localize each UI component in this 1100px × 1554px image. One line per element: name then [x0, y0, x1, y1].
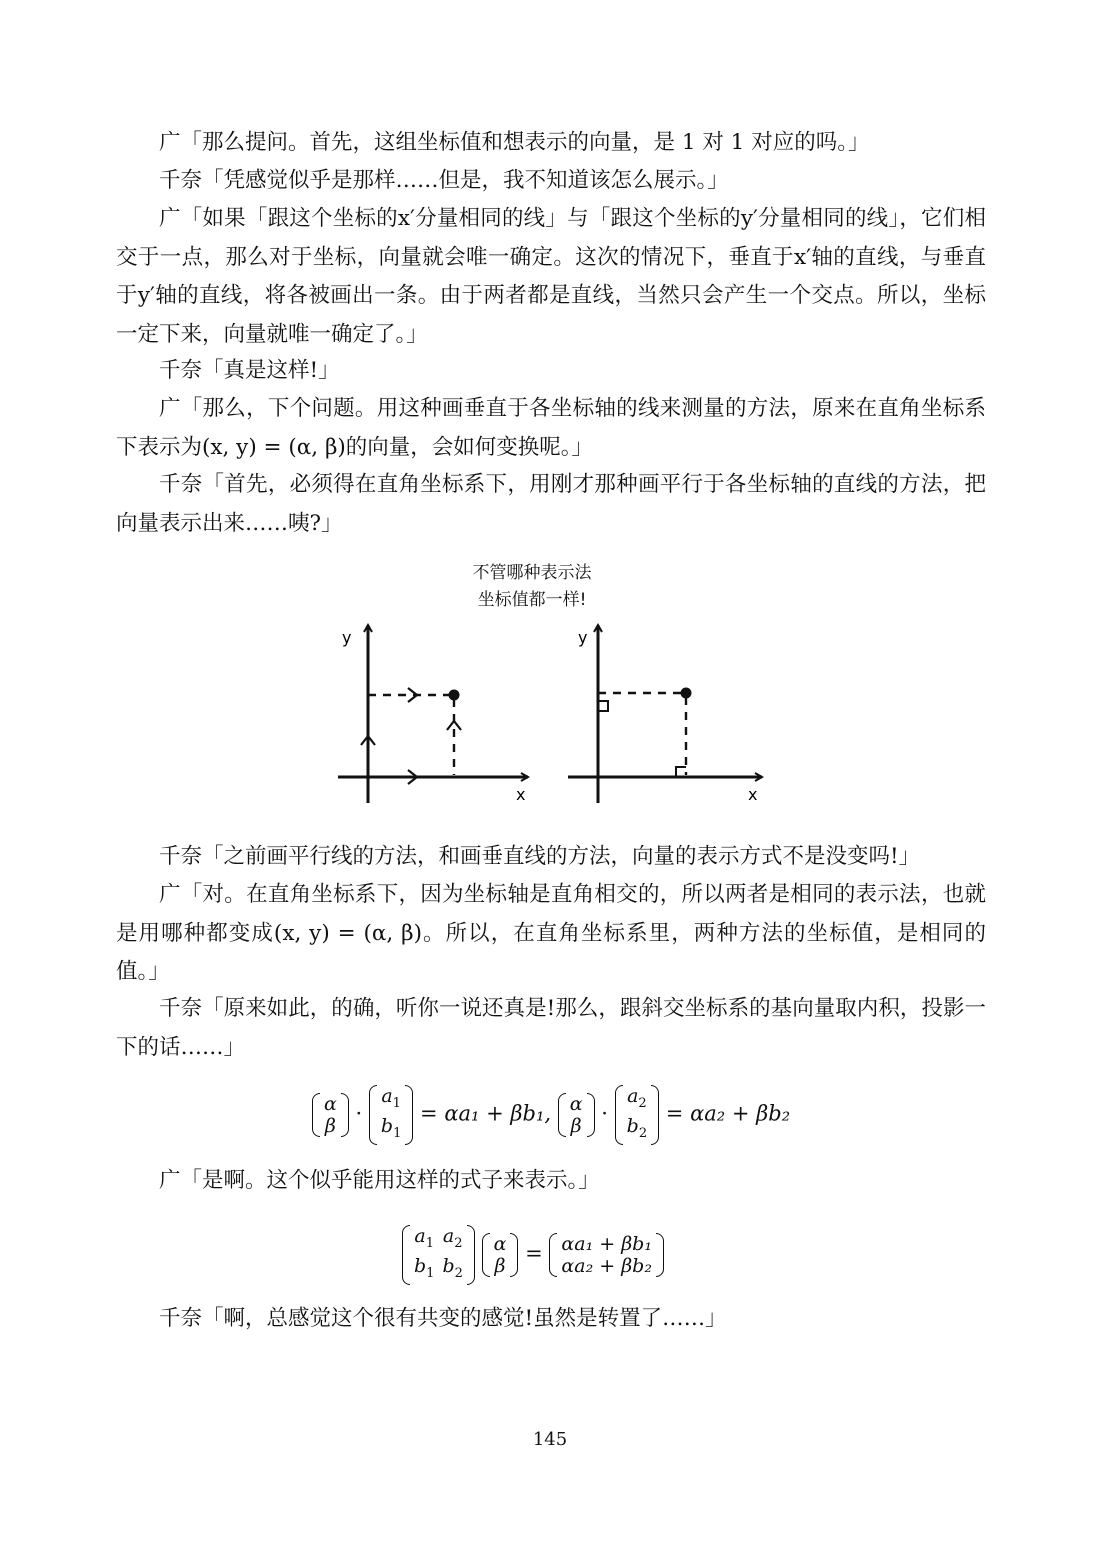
paragraph-2: 千奈「凭感觉似乎是那样……但是，我不知道该怎么展示。」 — [159, 168, 729, 193]
vector-alpha-beta-3: α β — [482, 1233, 519, 1277]
paragraph-11: 千奈「啊，总感觉这个很有共变的感觉!虽然是转置了……」 — [159, 1306, 727, 1331]
matrix-a-b: $a_1$ $a_2$ $b_1$ $b_2$ — [402, 1225, 475, 1285]
paragraph-8: 广「对。在直角坐标系下，因为坐标轴是直角相交的，所以两者是相同的表示法，也就是用哪种都变成(x, y) = (α, β)。所以，在直角坐标系里，两种方法的坐标值，是相同的值。」 — [116, 882, 986, 984]
right-x-label: x — [748, 785, 758, 804]
equation-matrix-form: $a_1$ $a_2$ $b_1$ $b_2$ α β = αa₁ + βb₁ αa₂ + βb₂ — [402, 1225, 664, 1285]
figure-caption — [412, 560, 652, 614]
rhs-1: = αa₁ + βb₁, — [420, 1101, 552, 1126]
vector-alpha-beta: α β — [312, 1093, 349, 1137]
parallel-method-diagram — [338, 625, 528, 804]
paragraph-10: 广「是啊。这个似乎能用这样的式子来表示。」 — [159, 1168, 600, 1193]
paragraph-9: 千奈「原来如此，的确，听你一说还真是!那么，跟斜交坐标系的基向量取内积，投影一下的话……」 — [116, 996, 986, 1060]
vector-a2-b2: $a_2$ $b_2$ — [615, 1085, 659, 1145]
coordinate-figure — [320, 615, 780, 810]
paragraph-5: 广「那么，下个问题。用这种画垂直于各坐标轴的线来测量的方法，原来在直角坐标系下表示为(x, y) = (α, β)的向量，会如何变换呢。」 — [116, 396, 986, 460]
paragraph-7: 千奈「之前画平行线的方法，和画垂直线的方法，向量的表示方式不是没变吗!」 — [159, 844, 921, 869]
left-x-label: x — [516, 785, 526, 804]
rhs-2: = αa₂ + βb₂ — [665, 1101, 791, 1126]
left-y-label: y — [342, 628, 352, 647]
caption-line-2: 坐标值都一样! — [477, 590, 587, 610]
paragraph-6: 千奈「首先，必须得在直角坐标系下，用刚才那种画平行于各坐标轴的直线的方法，把向量表示出来……咦?」 — [116, 472, 986, 536]
result-vector: αa₁ + βb₁ αa₂ + βb₂ — [549, 1233, 664, 1277]
caption-line-1: 不管哪种表示法 — [472, 563, 592, 583]
right-y-label: y — [578, 628, 588, 647]
vector-a1-b1: $a_1$ $b_1$ — [369, 1085, 413, 1145]
paragraph-1: 广「那么提问。首先，这组坐标值和想表示的向量，是 1 对 1 对应的吗。」 — [159, 130, 870, 155]
vector-alpha-beta-2: α β — [558, 1093, 595, 1137]
perpendicular-method-diagram — [568, 625, 762, 804]
page-number: 145 — [532, 1429, 568, 1450]
equation-inner-products: α β · $a_1$ $b_1$ = αa₁ + βb₁, α β · $a_2$ $b_2$ = αa₂ + βb₂ — [312, 1085, 790, 1145]
paragraph-4: 千奈「真是这样!」 — [159, 358, 340, 383]
paragraph-3: 广「如果「跟这个坐标的x′分量相同的线」与「跟这个坐标的y′分量相同的线」，它们相交于一点，那么对于坐标，向量就会唯一确定。这次的情况下，垂直于x′轴的直线，与垂直于y′轴的直线，将各被画出一条。由于两者都是直线，当然只会产生一个交点。所以，坐标一定下来，向量就唯一确定了。」 — [116, 206, 986, 347]
